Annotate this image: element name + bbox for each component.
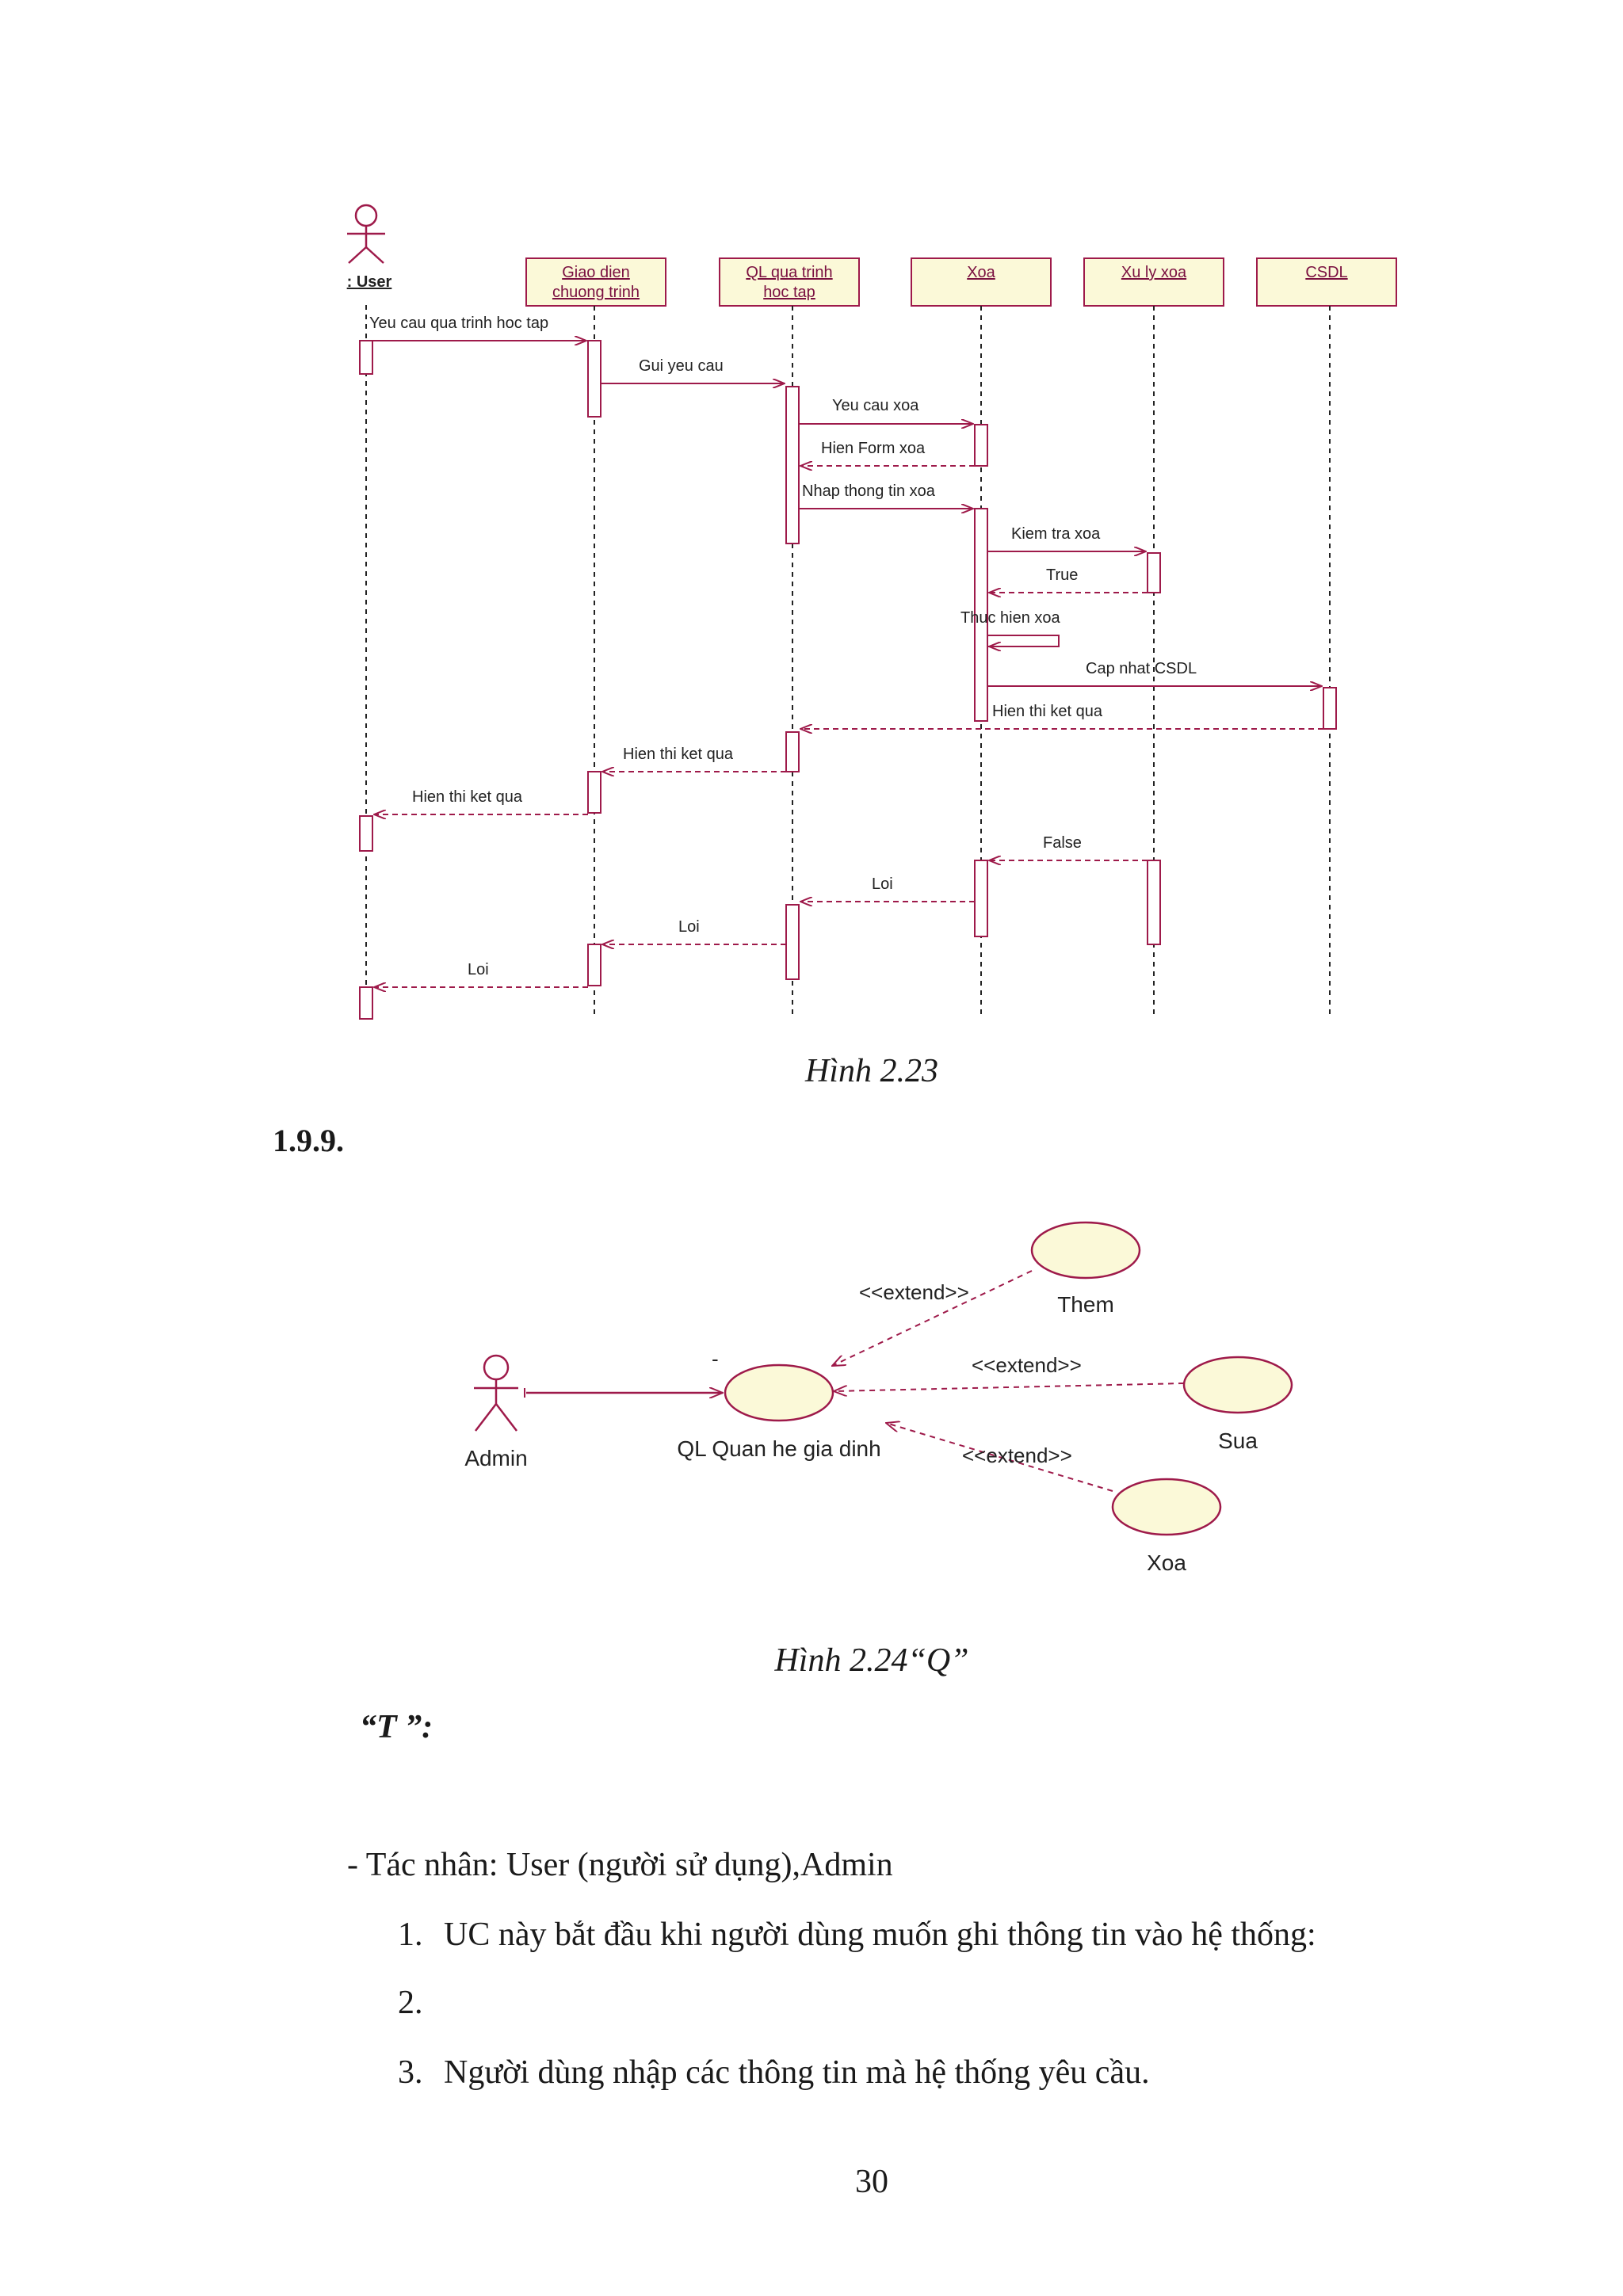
admin-actor-icon	[474, 1356, 518, 1431]
usecase-diagram	[444, 1204, 1331, 1592]
section-heading: 1.9.9.	[273, 1123, 344, 1158]
figure-caption-1: Hình 2.23	[805, 1053, 938, 1089]
msg-label: False	[1043, 834, 1082, 852]
lifeline-head-qlqua	[720, 258, 859, 306]
extend-labels	[859, 1280, 1082, 1467]
usecase-them	[1032, 1222, 1140, 1278]
msg-label: Loi	[468, 961, 489, 978]
admin-actor-label: Admin	[464, 1446, 528, 1470]
lifeline-head-xuly	[1084, 258, 1224, 306]
msg-label: Kiem tra xoa	[1011, 525, 1101, 543]
step-1	[398, 1916, 1316, 1954]
user-actor-label: : User	[346, 273, 392, 291]
actor-line: - Tác nhân: User (người sử dụng),Admin	[347, 1847, 893, 1883]
msg-label: Loi	[678, 918, 700, 936]
lifeline-head-giaodien	[526, 258, 666, 306]
usecase-ql-quan-he-label: QL Quan he gia dinh	[677, 1436, 881, 1461]
extend-label-them: <<extend>>	[859, 1280, 969, 1304]
svg-text:CSDL: CSDL	[1305, 264, 1348, 281]
msg-label: Hien Form xoa	[821, 440, 926, 457]
step-2-number: 2.	[398, 1985, 423, 2021]
step-2	[398, 1984, 444, 2022]
msg-label: Nhap thong tin xoa	[802, 482, 935, 500]
usecase-xoa-label: Xoa	[1147, 1550, 1186, 1575]
step-1-text: UC này bắt đầu khi người dùng muốn ghi thông tin vào hệ thống:	[444, 1917, 1316, 1953]
msg-label: Loi	[872, 875, 893, 893]
step-3-text: Người dùng nhập các thông tin mà hệ thống yêu cầu.	[444, 2054, 1150, 2091]
extend-label-xoa: <<extend>>	[962, 1444, 1072, 1467]
msg-label: Cap nhat CSDL	[1086, 660, 1197, 677]
lifeline-head-xoa	[911, 258, 1051, 306]
msg-label: True	[1046, 566, 1079, 584]
svg-text:hoc tap: hoc tap	[763, 284, 815, 301]
svg-text:QL qua trinh: QL qua trinh	[746, 264, 833, 281]
lifeline-head-csdl	[1257, 258, 1396, 306]
msg-label: Hien thi ket qua	[992, 703, 1102, 720]
extend-label-sua: <<extend>>	[972, 1353, 1082, 1377]
usecase-xoa	[1113, 1479, 1220, 1535]
svg-text:chuong trinh: chuong trinh	[552, 284, 640, 301]
msg-label: Gui yeu cau	[639, 357, 724, 375]
usecase-them-label: Them	[1057, 1292, 1114, 1317]
usecase-ql-quan-he	[725, 1365, 833, 1421]
figure-caption-2: Hình 2.24“Q”	[774, 1642, 969, 1679]
step-3-number: 3.	[398, 2054, 423, 2091]
association-dash: -	[712, 1347, 719, 1371]
msg-label: Hien thi ket qua	[623, 746, 733, 763]
svg-text:Giao dien: Giao dien	[562, 264, 630, 281]
svg-text:Xu ly xoa: Xu ly xoa	[1121, 264, 1187, 281]
step-1-number: 1.	[398, 1917, 423, 1953]
page-number: 30	[855, 2164, 888, 2200]
quote-heading: “T ”:	[360, 1709, 433, 1745]
svg-text:Xoa: Xoa	[967, 264, 995, 281]
sequence-diagram	[317, 190, 1426, 1030]
msg-label: Hien thi ket qua	[412, 788, 522, 806]
usecase-sua-label: Sua	[1218, 1428, 1258, 1453]
usecase-sua	[1184, 1357, 1292, 1413]
step-3	[398, 2054, 1150, 2092]
msg-label: Thuc hien xoa	[960, 609, 1060, 627]
msg-label: Yeu cau qua trinh hoc tap	[369, 315, 549, 332]
msg-label: Yeu cau xoa	[832, 397, 919, 414]
